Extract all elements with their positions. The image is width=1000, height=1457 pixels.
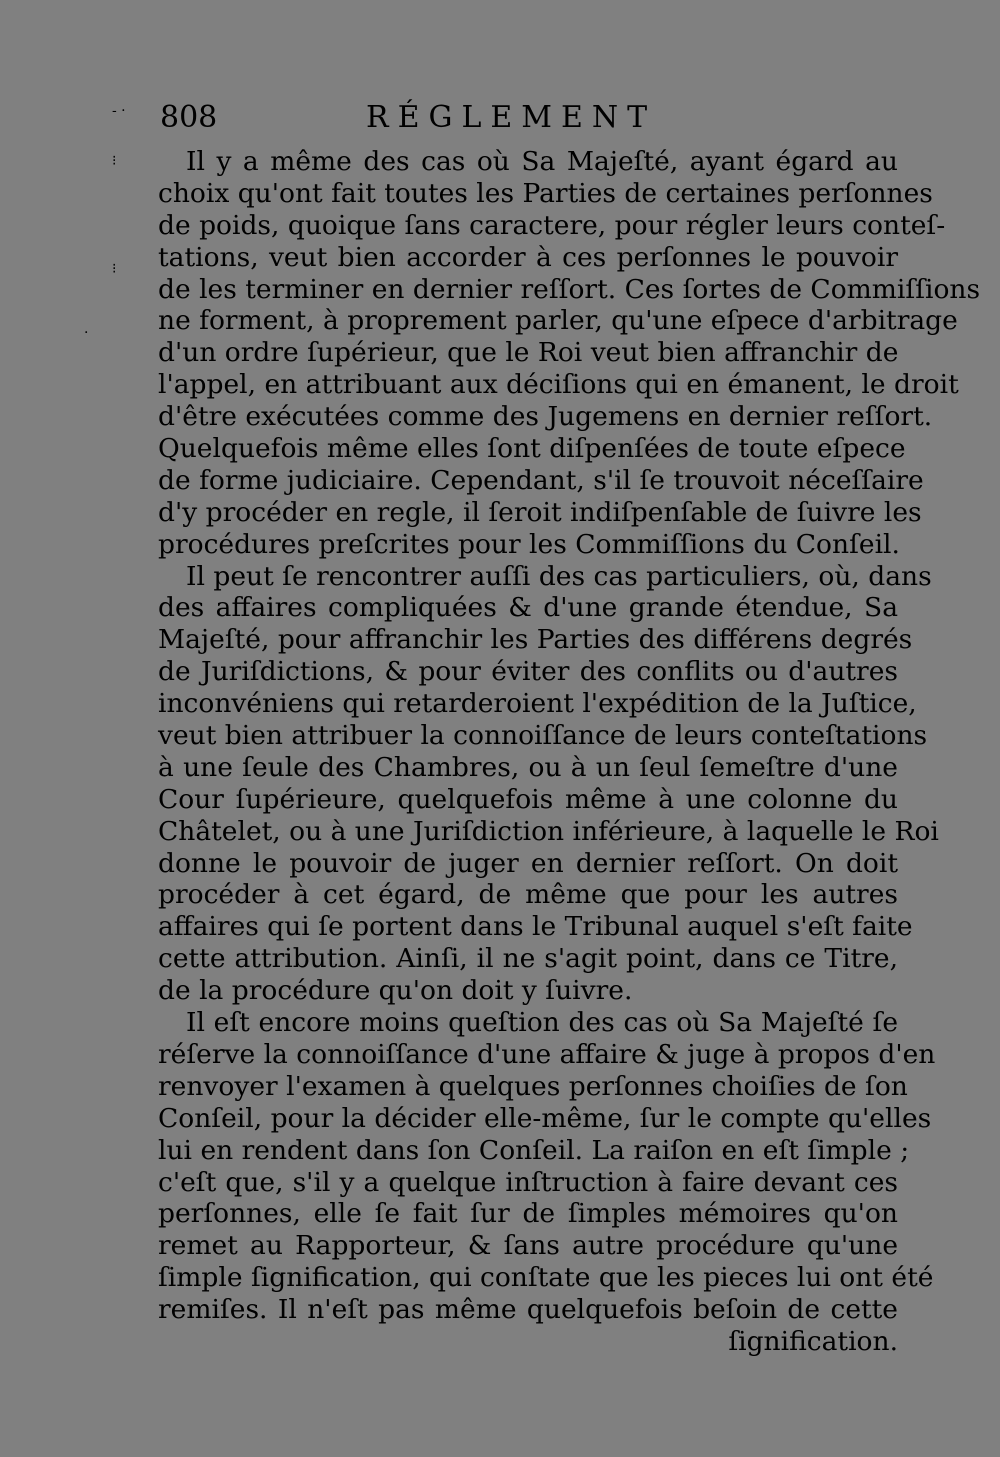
text-line: choix qu'ont fait toutes les Parties de certaines perſonnes [158,177,933,209]
body-text [158,146,981,1358]
text-line: Châtelet, ou à une Juriſdiction inférieure, à laquelle le Roi [158,815,939,847]
text-line: Il eſt encore moins queſtion des cas où Sa Majeſté ſe [186,1007,898,1039]
catchword: ſignification. [728,1325,898,1357]
text-line: tations, veut bien accorder à ces perſonnes le pouvoir [158,241,898,273]
text-line: Conſeil, pour la décider elle-même, ſur le compte qu'elles [158,1102,932,1134]
page-header [160,98,700,140]
text-line: l'appel, en attribuant aux déciſions qui en émanent, le droit [158,369,959,401]
text-line: c'eſt que, s'il y a quelque inſtruction à faire devant ces [158,1166,898,1198]
text-line: ne forment, à proprement parler, qu'une eſpece d'arbitrage [158,305,958,337]
running-title: RÉGLEMENT [366,100,657,135]
text-line: de la procédure qu'on doit y ſuivre. [158,975,633,1007]
text-line: ſimple ſignification, qui conſtate que les pieces lui ont été [158,1262,934,1294]
text-line: de forme judiciaire. Cependant, s'il ſe trouvoit néceſſaire [158,464,924,496]
text-line: de Juriſdictions, & pour éviter des conflits ou d'autres [158,656,898,688]
text-line: lui en rendent dans ſon Conſeil. La raiſon en eſt ſimple ; [158,1134,910,1166]
margin-mark: ⁝ [112,153,117,169]
text-line: Il peut ſe rencontrer auſſi des cas particuliers, où, dans [186,560,932,592]
text-line: à une ſeule des Chambres, ou à un ſeul ſemeſtre d'une [158,751,898,783]
text-line: de les terminer en dernier reſſort. Ces ſortes de Commiſſions [158,273,981,305]
text-line: réſerve la connoiſſance d'une affaire & juge à propos d'en [158,1038,936,1070]
text-line: remiſes. Il n'eſt pas même quelquefois beſoin de cette [158,1294,898,1326]
text-line: des affaires compliquées & d'une grande étendue, Sa [158,592,898,624]
text-line: veut bien attribuer la connoiſſance de leurs conteſtations [158,720,928,752]
text-line: renvoyer l'examen à quelques perſonnes choiſies de ſon [158,1070,908,1102]
text-line: Il y a même des cas où Sa Majeſté, ayant égard au [186,146,898,177]
text-line: remet au Rapporteur, & ſans autre procédure qu'une [158,1230,898,1262]
text-line: Cour ſupérieure, quelquefois même à une colonne du [158,783,898,815]
margin-mark: · [84,325,89,341]
text-line: donne le pouvoir de juger en dernier reſſort. On doit [158,847,898,879]
text-line: affaires qui ſe portent dans le Tribunal auquel s'eſt faite [158,911,913,943]
text-line: d'être exécutées comme des Jugemens en dernier reſſort. [158,401,933,433]
text-line: procédures preſcrites pour les Commiſſions du Conſeil. [158,528,900,560]
page-number: 808 [160,100,218,135]
text-line: cette attribution. Ainſi, il ne s'agit point, dans ce Titre, [158,943,898,975]
text-line: de poids, quoique ſans caractere, pour régler leurs conteſ- [158,209,946,241]
margin-mark: ⁝ [112,261,117,277]
margin-mark: ‐ · [112,103,126,119]
text-line: inconvéniens qui retarderoient l'expédition de la Juſtice, [158,688,917,720]
text-line: perſonnes, elle ſe fait ſur de ſimples mémoires qu'on [158,1198,898,1230]
text-line: Majeſté, pour affranchir les Parties des différens degrés [158,624,913,656]
text-line: procéder à cet égard, de même que pour les autres [158,879,898,911]
text-line: Quelquefois même elles ſont diſpenſées de toute eſpece [158,433,906,465]
text-line: d'un ordre ſupérieur, que le Roi veut bien affranchir de [158,337,899,369]
text-line: d'y procéder en regle, il ſeroit indiſpenſable de ſuivre les [158,496,922,528]
